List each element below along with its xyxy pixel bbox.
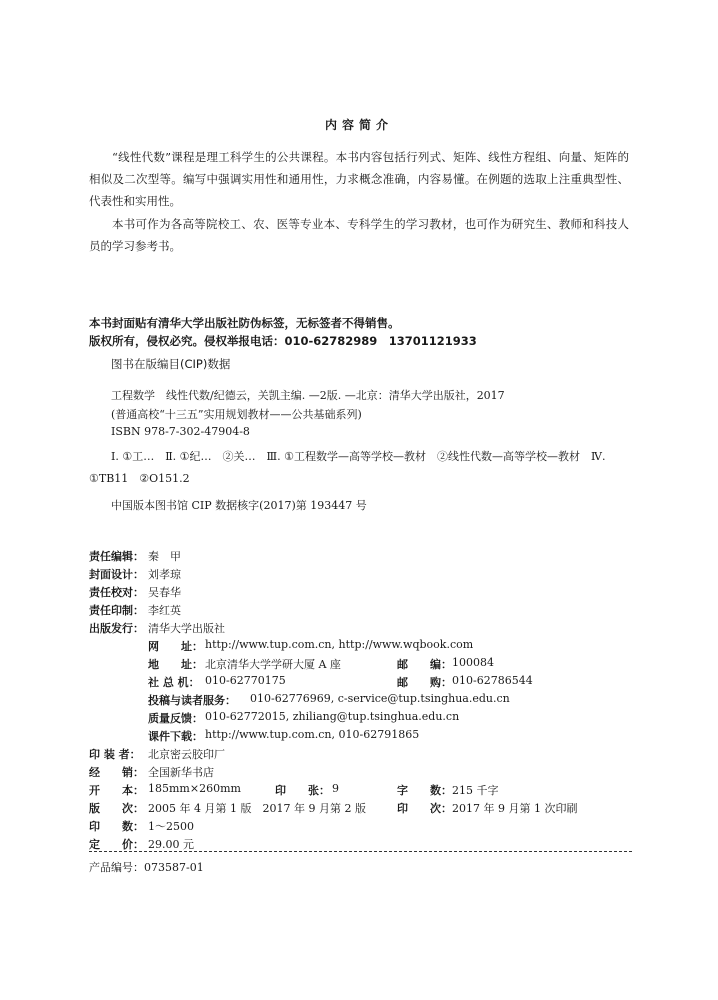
- price-label: 定 价：: [89, 838, 144, 851]
- impression-value: 2017 年 9 月第 1 次印刷: [452, 802, 578, 815]
- product-code: 产品编号：073587-01: [89, 861, 204, 874]
- publisher-label: 出版发行：: [89, 622, 144, 635]
- courseware-download-label: 课件下载：: [148, 730, 203, 743]
- print-count-label: 印 数：: [89, 820, 144, 833]
- distributor-value: 全国新华书店: [148, 766, 214, 779]
- intro-paragraph-1: [89, 146, 629, 212]
- proofreader-label: 责任校对：: [89, 586, 144, 599]
- anti-counterfeit-notice: 本书封面贴有清华大学出版社防伪标签，无标签者不得销售。: [89, 316, 400, 330]
- print-count-value: 1～2500: [148, 820, 194, 833]
- page-title: 内容简介: [324, 118, 393, 132]
- mail-order-label: 邮 购：: [397, 676, 452, 689]
- postcode-label: 邮 编：: [397, 658, 452, 671]
- sheets-value: 9: [332, 782, 339, 795]
- courseware-download-value: http://www.tup.com.cn, 010-62791865: [205, 728, 420, 741]
- format-label: 开 本：: [89, 784, 144, 797]
- publisher-value: 清华大学出版社: [148, 622, 225, 635]
- address-value: 北京清华大学学研大厦 A 座: [205, 658, 341, 671]
- impression-label: 印 次：: [397, 802, 452, 815]
- cip-isbn: ISBN 978-7-302-47904-8: [111, 425, 250, 438]
- distributor-label: 经 销：: [89, 766, 144, 779]
- cip-classification: Ⅰ. ①工… Ⅱ. ①纪… ②关… Ⅲ. ①工程数学—高等学校—教材 ②线性代数—高等学校—教材 Ⅳ. ①TB11 ②O151.2: [89, 450, 606, 485]
- intro-text-2: 本书可作为各高等院校工、农、医等专业本、专科学生的学习教材，也可作为研究生、教师和科技人员的学习参考书。: [89, 217, 629, 253]
- cip-number: 中国版本图书馆 CIP 数据核字(2017)第 193447 号: [111, 499, 367, 512]
- quality-feedback-value: 010-62772015, zhiliang@tup.tsinghua.edu.cn: [205, 710, 460, 723]
- website-value: http://www.tup.com.cn, http://www.wqbook.com: [205, 638, 474, 651]
- cover-design-value: 刘孝琼: [148, 568, 181, 581]
- postcode-value: 100084: [452, 656, 494, 669]
- proofreader-value: 吴春华: [148, 586, 181, 599]
- cip-title: 图书在版编目(CIP)数据: [111, 357, 231, 371]
- website-label: 网 址：: [148, 640, 203, 653]
- editor-label: 责任编辑：: [89, 550, 144, 563]
- printer-value: 北京密云胶印厂: [148, 748, 225, 761]
- intro-text-1: “线性代数”课程是理工科学生的公共课程。本书内容包括行列式、矩阵、线性方程组、向量、矩阵的相似及二次型等。编写中强调实用性和通用性，力求概念准确，内容易懂。在例题的选取上注重典型性、代表性和实用性。: [89, 150, 629, 208]
- quality-feedback-label: 质量反馈：: [148, 712, 203, 725]
- copyright-notice: 版权所有，侵权必究。侵权举报电话：010-62782989 13701121933: [89, 334, 477, 348]
- word-count-label: 字 数：: [397, 784, 452, 797]
- cip-series: (普通高校“十三五”实用规划教材——公共基础系列): [111, 408, 362, 421]
- contribution-label: 投稿与读者服务：: [148, 694, 236, 707]
- format-value: 185mm×260mm: [148, 782, 241, 795]
- switchboard-label: 社 总 机：: [148, 676, 200, 689]
- mail-order-value: 010-62786544: [452, 674, 533, 687]
- print-supervisor-value: 李红英: [148, 604, 181, 617]
- editor-value: 秦 甲: [148, 550, 181, 563]
- switchboard-value: 010-62770175: [205, 674, 286, 687]
- cip-main-entry: 工程数学 线性代数/纪德云，关凯主编. —2版. —北京：清华大学出版社，2017: [111, 389, 505, 402]
- cover-design-label: 封面设计：: [89, 568, 144, 581]
- printer-label: 印 装 者：: [89, 748, 141, 761]
- dashed-divider: [89, 851, 632, 852]
- address-label: 地 址：: [148, 658, 203, 671]
- print-supervisor-label: 责任印制：: [89, 604, 144, 617]
- edition-value: 2005 年 4 月第 1 版 2017 年 9 月第 2 版: [148, 802, 366, 815]
- price-value: 29.00 元: [148, 838, 194, 851]
- sheets-label: 印 张：: [275, 784, 330, 797]
- intro-paragraph-2: [89, 213, 629, 257]
- word-count-value: 215 千字: [452, 784, 499, 797]
- contribution-value: 010-62776969, c-service@tup.tsinghua.edu.cn: [250, 692, 510, 705]
- edition-label: 版 次：: [89, 802, 144, 815]
